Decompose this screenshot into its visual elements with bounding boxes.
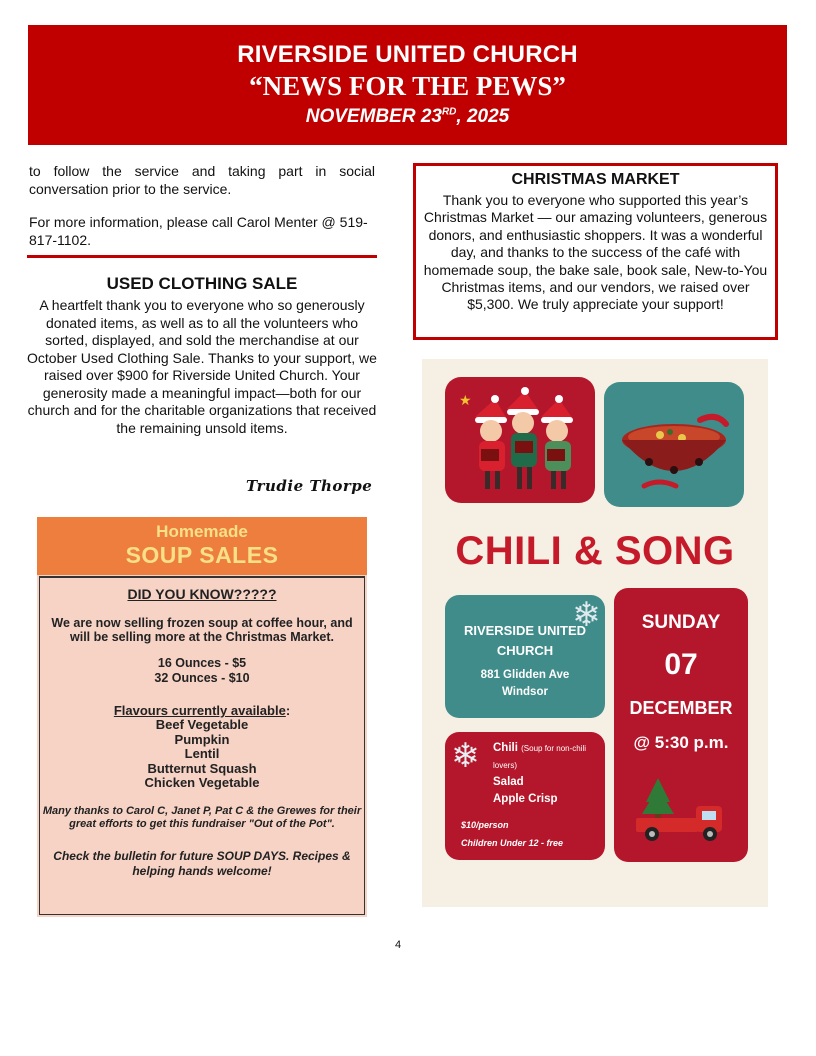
snowflake-icon: ❄ [572, 595, 601, 635]
section-divider [27, 255, 377, 258]
soup-size: 32 Ounces - $10 [154, 670, 250, 685]
did-you-know: DID YOU KNOW????? [127, 586, 277, 602]
flavours-list [40, 718, 364, 791]
christmas-market-body: Thank you to everyone who supported this year’s Christmas Market — our amazing volunteers, generous donors, and enthusiastic shoppers. It was a wonderful day, and thanks to the success of the café with homemade soup, the bake sale, book sale, New-to-You Christmas items, and our vendors, we raised over $5,300. We truly appreciate your support! [423, 192, 768, 313]
carolers-icon [445, 377, 595, 503]
flavour-item: Lentil [184, 746, 220, 761]
church-name: RIVERSIDE UNITED CHURCH [237, 41, 578, 68]
svg-text:★: ★ [459, 393, 472, 409]
flavours-heading: Flavours currently available: [113, 703, 291, 718]
continued-paragraph: to follow the service and taking part in social conversation prior to the service. [29, 163, 375, 197]
chili-bowl-icon [604, 382, 744, 507]
soup-heading-homemade: Homemade [156, 522, 248, 541]
event-month: DECEMBER [629, 698, 733, 718]
event-date-number: 07 [664, 648, 698, 681]
soup-poster-header [37, 517, 367, 575]
soup-poster-body [39, 576, 365, 915]
christmas-market-box [413, 163, 778, 340]
used-clothing-body: A heartfelt thank you to everyone who so generously donated items, as well as to all the volunteers who sorted, displayed, and sold the merchandise at our October Used Clothing Sale. Thanks to your support, we raised over $900 for Riverside United Church. Your generosity made a meaningful impact—both for our church and for the charitable organizations that received the remaining unsold items. [27, 297, 377, 436]
christmas-truck-icon [628, 768, 738, 848]
carolers-illustration [445, 377, 595, 503]
contact-info: For more information, please call Carol Menter @ 519-817-1102. [29, 214, 368, 248]
soup-sales-poster [37, 517, 367, 917]
soup-thanks: Many thanks to Carol C, Janet P, Pat C & the Grewes for their great efforts to get this fundraiser "Out of the Pot". [42, 804, 362, 830]
soup-intro: We are now selling frozen soup at coffee hour, and will be selling more at the Christmas Market. [51, 616, 353, 644]
used-clothing-title: USED CLOTHING SALE [106, 274, 298, 293]
price-info: $10/person Children Under 12 - free [461, 820, 564, 848]
soup-heading-sales: SOUP SALES [125, 542, 279, 568]
flavour-item: Beef Vegetable [155, 717, 249, 732]
flavour-item: Pumpkin [174, 731, 230, 747]
snowflake-icon: ❄ [451, 736, 480, 776]
newsletter-banner [28, 25, 787, 145]
menu-box [445, 732, 605, 860]
event-date-box [614, 588, 748, 862]
flavour-item: Chicken Vegetable [144, 775, 260, 790]
soup-check-bulletin: Check the bulletin for future SOUP DAYS. Recipes & helping hands welcome! [53, 848, 351, 878]
menu-item-chili: Chili (Soup for non-chili lovers) [493, 742, 587, 770]
newsletter-title: “NEWS FOR THE PEWS” [249, 71, 566, 101]
poster-church-name: RIVERSIDE UNITED CHURCH [463, 623, 587, 658]
menu-list [493, 740, 603, 808]
signature: Trudie Thorpe [246, 477, 373, 495]
event-day: SUNDAY [641, 612, 721, 633]
flavour-item: Butternut Squash [147, 760, 257, 776]
chili-song-poster [422, 359, 768, 907]
christmas-market-title: CHRISTMAS MARKET [511, 171, 680, 188]
page-number: 4 [395, 939, 402, 951]
soup-sizes [40, 656, 364, 685]
menu-item-salad: Salad [493, 776, 524, 788]
chili-bowl-illustration [604, 382, 744, 507]
soup-size: 16 Ounces - $5 [157, 656, 247, 670]
issue-date: NOVEMBER 23RD, 2025 [305, 106, 510, 127]
menu-item-dessert: Apple Crisp [493, 793, 558, 805]
event-time: @ 5:30 p.m. [633, 733, 729, 752]
poster-address: 881 Glidden Ave Windsor [480, 669, 570, 698]
chili-song-title: CHILI & SONG [455, 529, 735, 573]
